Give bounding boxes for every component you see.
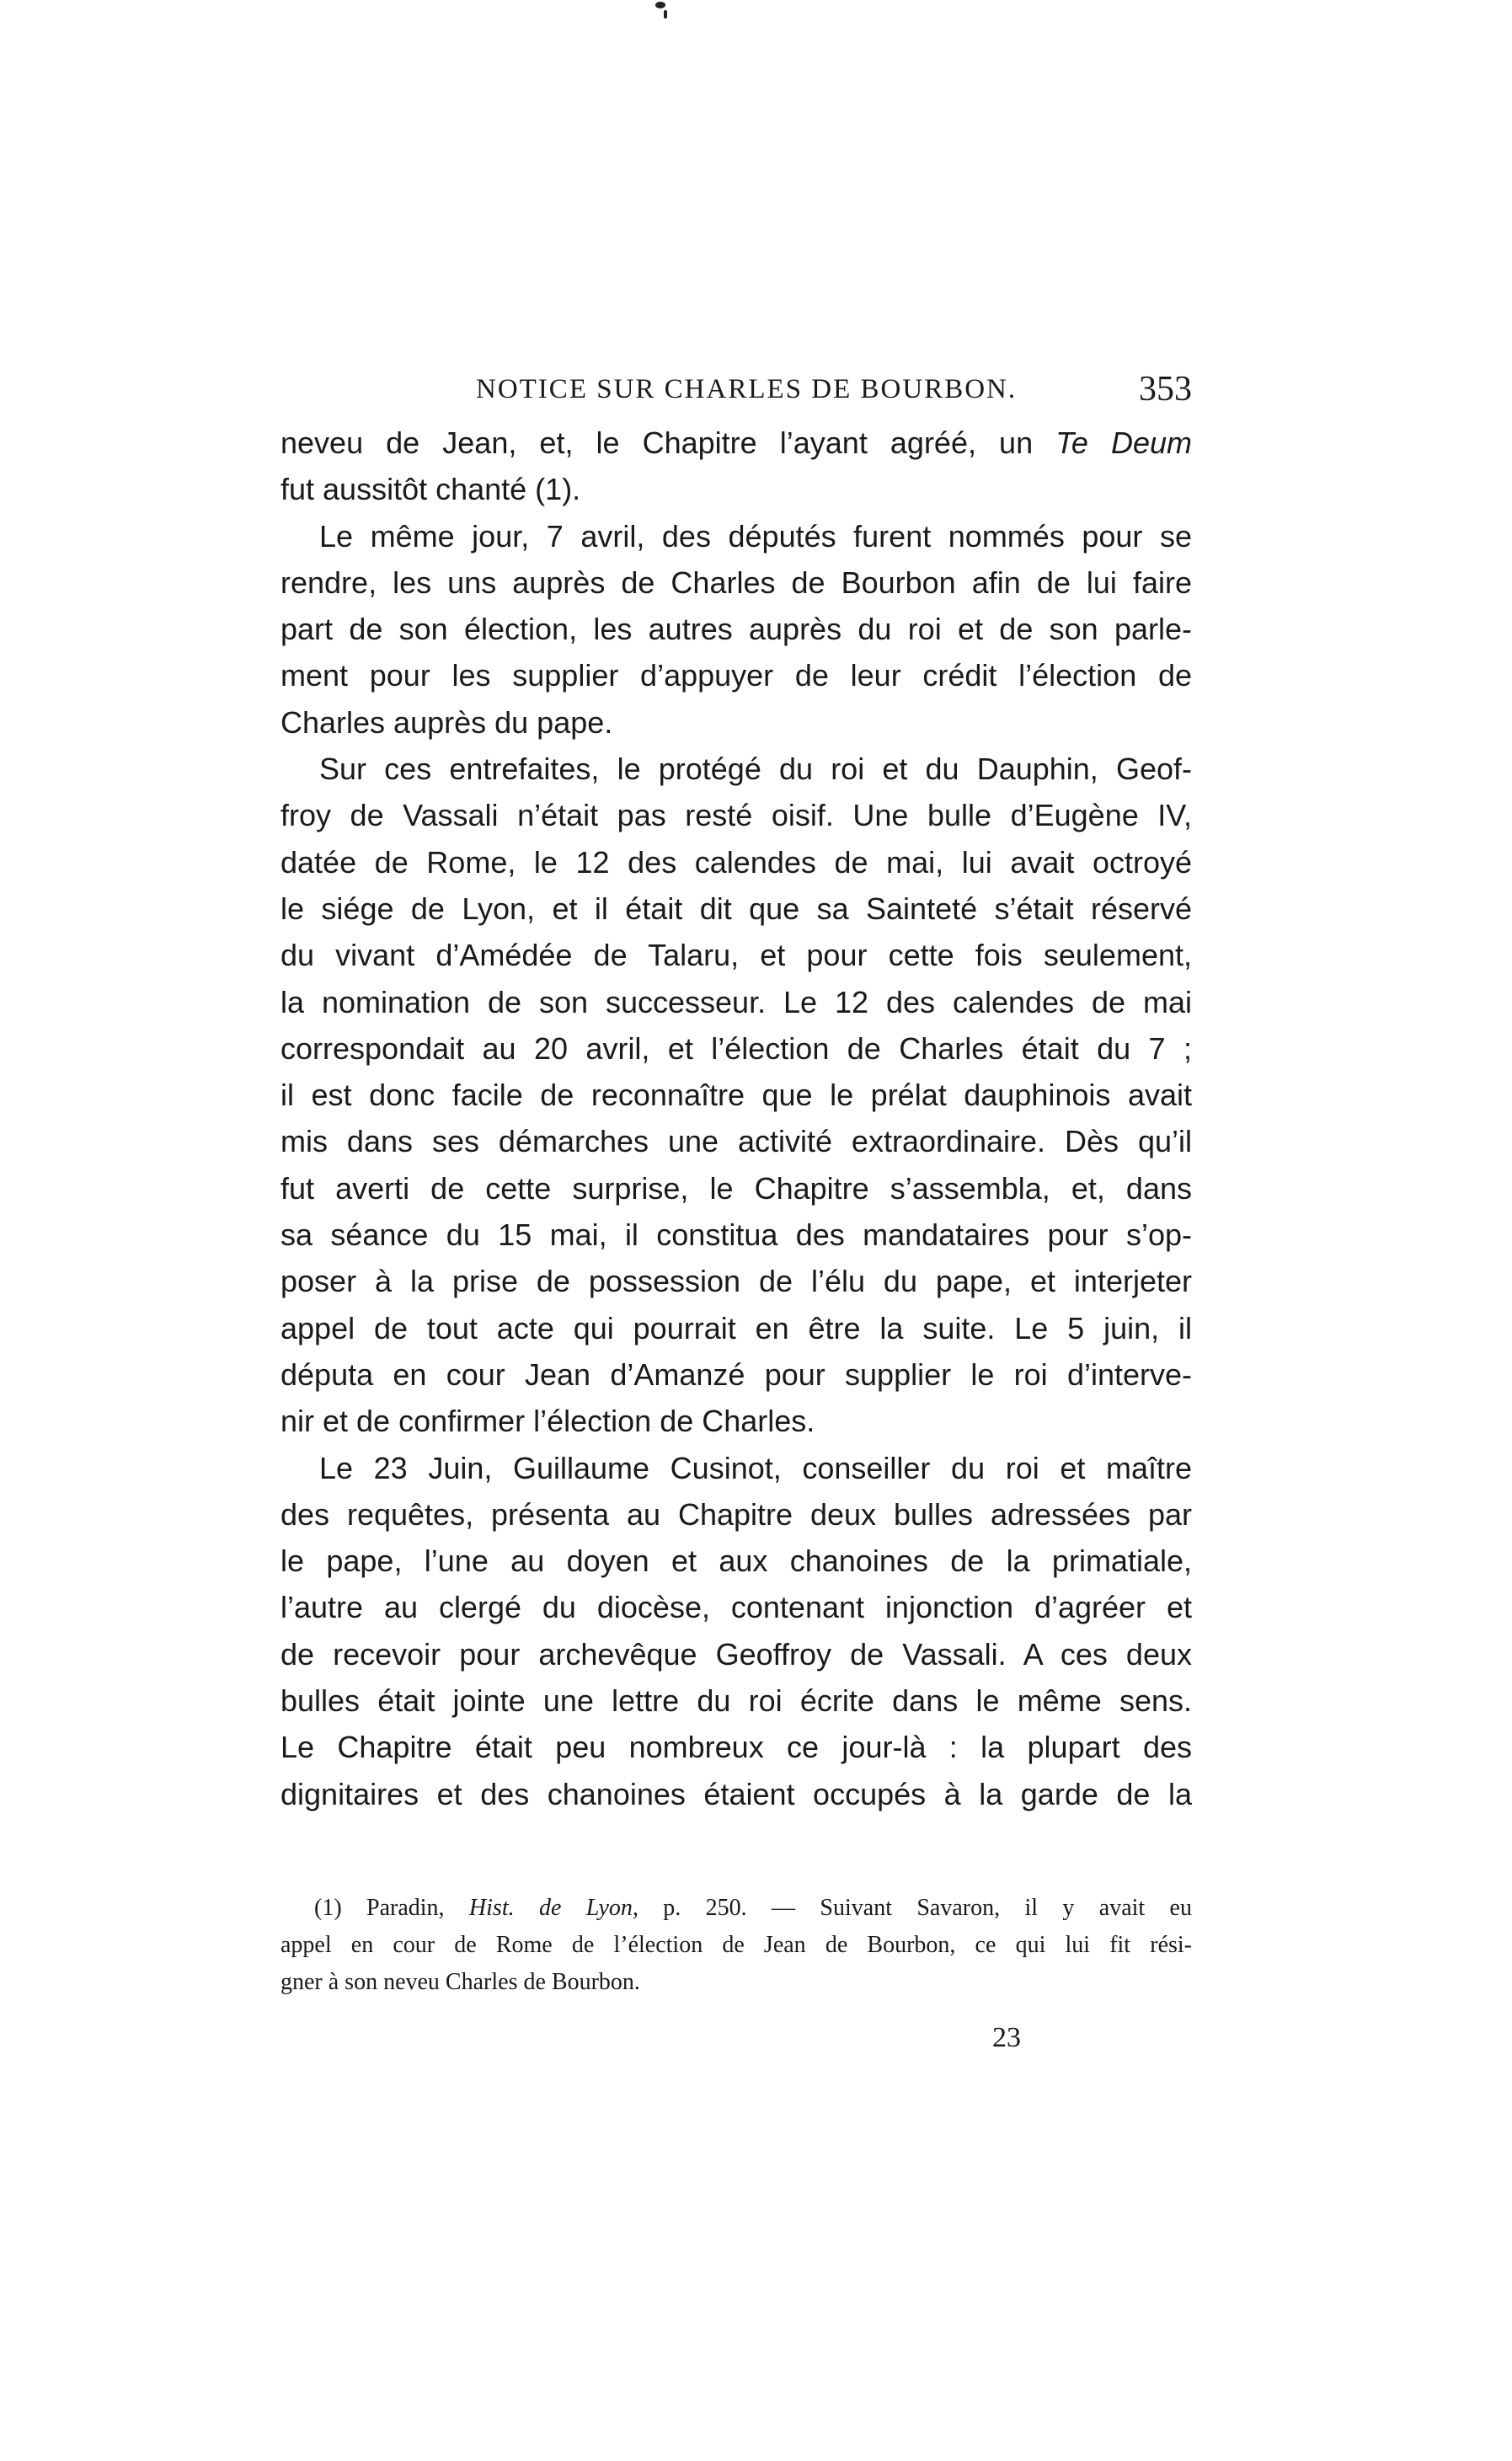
text-line: députa en cour Jean d’Amanzé pour supplier le roi d’interve- bbox=[280, 1356, 1192, 1392]
text-line: des requêtes, présenta au Chapitre deux bulles adressées par bbox=[280, 1496, 1192, 1532]
text-line: l’autre au clergé du diocèse, contenant injonction d’agréer et bbox=[280, 1590, 1192, 1625]
running-title: NOTICE SUR CHARLES DE BOURBON. bbox=[476, 374, 1018, 404]
footnote bbox=[280, 1890, 1192, 2001]
text-line: Le 23 Juin, Guillaume Cusinot, conseiller du roi et maître bbox=[319, 1450, 1192, 1485]
text-line: dignitaires et des chanoines étaient occupés à la garde de la bbox=[280, 1776, 1192, 1811]
page-number: 353 bbox=[1139, 370, 1192, 409]
text-line: Charles auprès du pape. bbox=[280, 704, 613, 740]
text-line: le siége de Lyon, et il était dit que sa Sainteté s’était réservé bbox=[280, 891, 1192, 926]
text-line: mis dans ses démarches une activité extraordinaire. Dès qu’il bbox=[280, 1124, 1192, 1159]
text-line: Le même jour, 7 avril, des députés furent nommés pour se bbox=[319, 518, 1192, 554]
text-line: ment pour les supplier d’appuyer de leur crédit l’élection de bbox=[280, 658, 1192, 693]
text-line: de recevoir pour archevêque Geoffroy de Vassali. A ces deux bbox=[280, 1636, 1192, 1672]
text-line: bulles était jointe une lettre du roi écrite dans le même sens. bbox=[280, 1683, 1192, 1719]
footnote-line: (1) Paradin, Hist. de Lyon, p. 250. — Suivant Savaron, il y avait eu bbox=[314, 1895, 1192, 1921]
signature-mark: 23 bbox=[992, 2022, 1021, 2053]
footnote-line: gner à son neveu Charles de Bourbon. bbox=[280, 1969, 640, 1995]
text-line: froy de Vassali n’était pas resté oisif. Une bulle d’Eugène IV, bbox=[280, 798, 1192, 833]
text-line: Le Chapitre était peu nombreux ce jour-là : la plupart des bbox=[280, 1730, 1192, 1765]
ink-speck bbox=[655, 2, 665, 8]
body-text bbox=[280, 420, 1192, 1817]
text-line: correspondait au 20 avril, et l’élection de Charles était du 7 ; bbox=[280, 1030, 1192, 1066]
text-line: la nomination de son successeur. Le 12 des calendes de mai bbox=[280, 984, 1192, 1019]
text-line: poser à la prise de possession de l’élu du pape, et interjeter bbox=[280, 1264, 1192, 1299]
text-line: nir et de confirmer l’élection de Charles. bbox=[280, 1404, 815, 1439]
text-line: il est donc facile de reconnaître que le prélat dauphinois avait bbox=[280, 1078, 1192, 1113]
text-line: appel de tout acte qui pourrait en être la suite. Le 5 juin, il bbox=[280, 1310, 1192, 1346]
text-line: fut aussitôt chanté (1). bbox=[280, 472, 581, 507]
text-line: le pape, l’une au doyen et aux chanoines de la primatiale, bbox=[280, 1543, 1192, 1579]
text-line: fut averti de cette surprise, le Chapitre s’assembla, et, dans bbox=[280, 1170, 1192, 1206]
text-line: part de son élection, les autres auprès du roi et de son parle- bbox=[280, 612, 1192, 647]
text-line: datée de Rome, le 12 des calendes de mai, lui avait octroyé bbox=[280, 844, 1192, 880]
text-line: du vivant d’Amédée de Talaru, et pour cette fois seulement, bbox=[280, 938, 1192, 973]
text-line: rendre, les uns auprès de Charles de Bourbon afin de lui faire bbox=[280, 564, 1192, 600]
text-line: Sur ces entrefaites, le protégé du roi et du Dauphin, Geof- bbox=[319, 752, 1192, 787]
running-head bbox=[476, 369, 1192, 420]
footnote-line: appel en cour de Rome de l’élection de Jean de Bourbon, ce qui lui fit rési- bbox=[280, 1932, 1192, 1958]
text-line: sa séance du 15 mai, il constitua des mandataires pour s’op- bbox=[280, 1217, 1192, 1253]
text-line: neveu de Jean, et, le Chapitre l’ayant agréé, un Te Deum bbox=[280, 425, 1192, 460]
ink-speck bbox=[664, 10, 667, 19]
